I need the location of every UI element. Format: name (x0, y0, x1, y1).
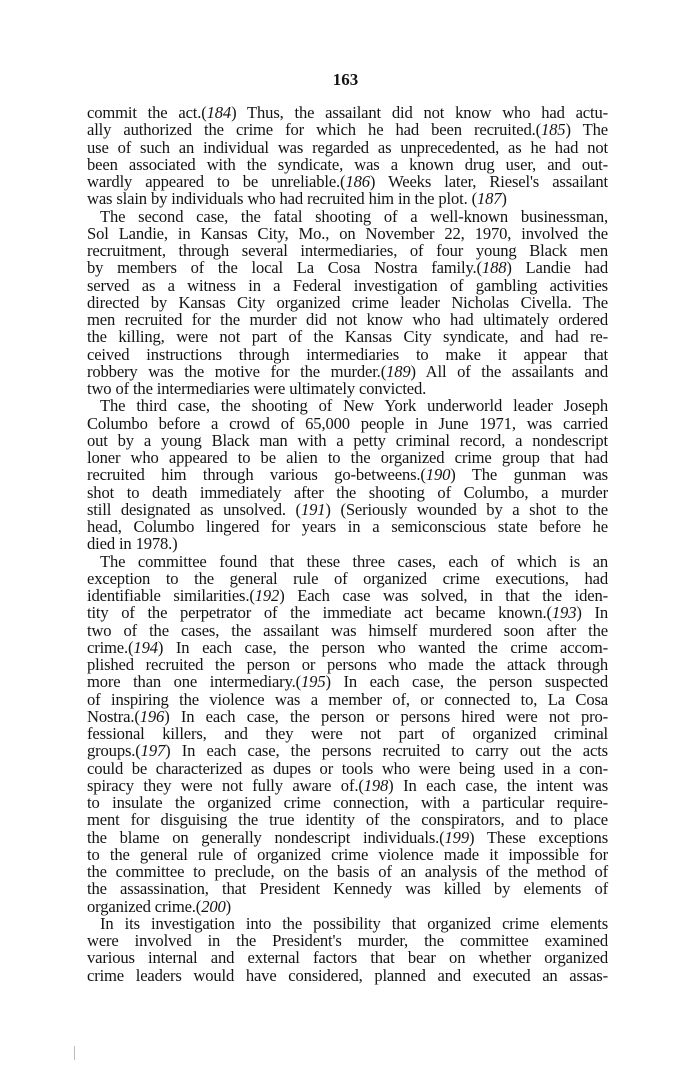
text-line: more than one intermediary.(195) In each case, the person suspected (87, 672, 608, 692)
text-line: to insulate the organized crime connection, with a particular require- (87, 793, 608, 812)
text-line: organized crime.(200) (87, 896, 232, 916)
paragraph (87, 915, 608, 984)
footnote-ref: 198 (363, 775, 389, 795)
paragraph (87, 397, 608, 552)
text-line: use of such an individual was regarded as unprecedented, as he had not (87, 137, 608, 157)
footnote-ref: 191 (300, 499, 326, 519)
text-line: recruitment, through several intermediaries, of four young Black men (87, 241, 608, 260)
footnote-ref: 197 (140, 741, 166, 761)
text-line: fessional killers, and they were not part of organized criminal (87, 724, 608, 743)
footnote-ref: 190 (425, 465, 451, 485)
text-line: men recruited for the murder did not know who had ultimately ordered (87, 310, 608, 329)
text-line: The third case, the shooting of New York underworld leader Joseph (100, 396, 608, 416)
text-line: two of the cases, the assailant was himself murdered soon after the (87, 620, 608, 640)
footnote-ref: 188 (481, 258, 507, 278)
text-line: identifiable similarities.(192) Each case was solved, in that the iden- (87, 586, 609, 605)
text-line: tity of the perpetrator of the immediate act became known.(193) In (87, 603, 608, 623)
footnote-ref: 196 (139, 706, 165, 726)
footnote-ref: 186 (345, 172, 370, 191)
text-line: recruited him through various go-betweens.(190) The gunman was (87, 465, 608, 485)
text-line: In its investigation into the possibility that organized crime elements (100, 913, 608, 933)
footnote-ref: 194 (133, 637, 158, 657)
text-line: still designated as unsolved. (191) (Seriously wounded by a shot to the (87, 499, 608, 519)
text-line: the committee to preclude, on the basis of an analysis of the method of (87, 862, 608, 881)
text-line: to the general rule of organized crime violence made it impossible for (87, 844, 608, 864)
footnote-ref: 189 (386, 361, 411, 381)
text-line: could be characterized as dupes or tools who were being used in a con- (87, 758, 608, 778)
text-line: shot to death immediately after the shooting of Columbo, a murder (87, 482, 608, 502)
text-line: exception to the general rule of organized crime executions, had (87, 568, 608, 588)
text-line: head, Columbo lingered for years in a semiconscious state before he (87, 517, 608, 536)
text-line: groups.(197) In each case, the persons recruited to carry out the acts (87, 741, 608, 761)
scan-artifact (74, 1046, 75, 1060)
text-line: directed by Kansas City organized crime leader Nicholas Civella. The (87, 292, 608, 312)
text-line: robbery was the motive for the murder.(189) All of the assailants and (87, 361, 608, 381)
page-number: 163 (332, 70, 359, 89)
footnote-ref: 193 (551, 603, 577, 623)
text-line: crime.(194) In each case, the person who wanted the crime accom- (87, 637, 608, 657)
text-line: the killing, were not part of the Kansas City syndicate, and had re- (87, 327, 608, 347)
text-line: ceived instructions through intermediaries to make it appear that (87, 344, 608, 364)
text-line: was slain by individuals who had recruited him in the plot. (187) (87, 189, 507, 209)
text-line: various internal and external factors that bear on whether organized (87, 948, 608, 968)
text-line: the assassination, that President Kennedy was killed by elements of (87, 879, 608, 899)
text-line: The second case, the fatal shooting of a well-known businessman, (100, 206, 608, 226)
footnote-ref: 199 (444, 827, 469, 847)
footnote-ref: 195 (301, 672, 326, 692)
footnote-ref: 184 (206, 103, 232, 122)
footnote-ref: 192 (254, 586, 280, 605)
text-line: of inspiring the violence was a member of, or connected to, La Cosa (87, 689, 608, 709)
text-line: ally authorized the crime for which he had been recruited.(185) The (87, 120, 608, 140)
text-line: Columbo before a crowd of 65,000 people in June 1971, was carried (87, 413, 608, 433)
text-line: served as a witness in a Federal investigation of gambling activities (87, 275, 608, 295)
text-line: died in 1978.) (87, 534, 178, 554)
text-line: spiracy they were not fully aware of.(198) In each case, the intent was (87, 775, 608, 795)
paragraph (87, 104, 608, 208)
text-line: The committee found that these three cases, each of which is an (100, 551, 608, 571)
paragraph (87, 553, 608, 915)
text-line: been associated with the syndicate, was a known drug user, and out- (87, 154, 608, 174)
paragraph (87, 208, 608, 398)
text-line: commit the act.(184) Thus, the assailant did not know who had actu- (87, 103, 608, 122)
text-line: out by a young Black man with a petty criminal record, a nondescript (87, 430, 608, 450)
footnote-ref: 185 (540, 120, 566, 140)
text-line: were involved in the President's murder, the committee examined (87, 931, 608, 950)
text-line: ment for disguising the true identity of the conspirators, and to place (87, 810, 608, 830)
text-line: wardly appeared to be unreliable.(186) Weeks later, Riesel's assailant (87, 172, 608, 191)
text-line: crime leaders would have considered, planned and executed an assas- (87, 965, 608, 985)
text-line: two of the intermediaries were ultimately convicted. (87, 379, 427, 398)
footnote-ref: 200 (201, 896, 226, 916)
text-line: Nostra.(196) In each case, the person or persons hired were not pro- (87, 706, 608, 726)
body-text (87, 104, 608, 984)
footnote-ref: 187 (476, 189, 502, 209)
text-line: Sol Landie, in Kansas City, Mo., on November 22, 1970, involved the (87, 223, 608, 243)
text-line: loner who appeared to be alien to the organized crime group that had (87, 448, 608, 467)
text-line: plished recruited the person or persons who made the attack through (87, 655, 608, 674)
text-line: by members of the local La Cosa Nostra family.(188) Landie had (87, 258, 608, 278)
text-line: the blame on generally nondescript individuals.(199) These exceptions (87, 827, 608, 847)
